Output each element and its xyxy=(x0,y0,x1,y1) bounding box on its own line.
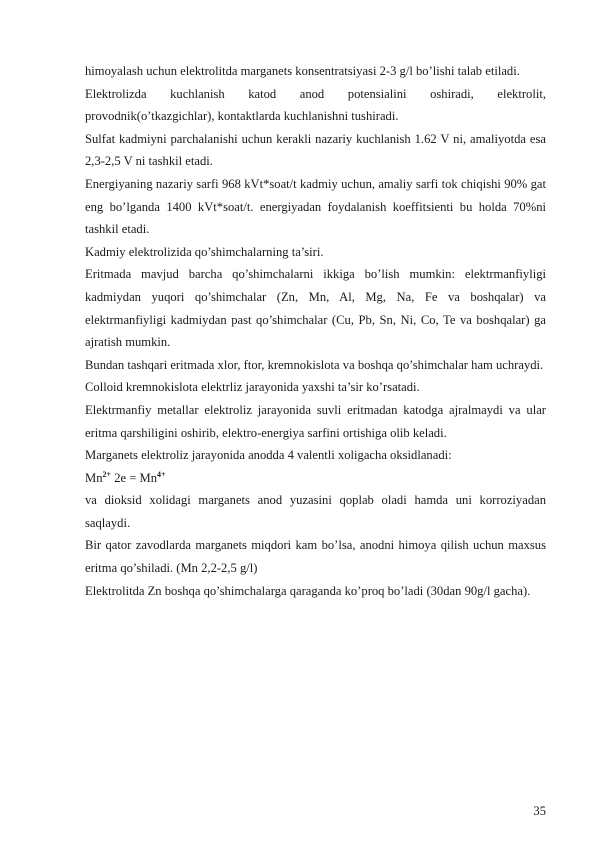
paragraph-manganese-dioxide: va dioksid xolidagi marganets anod yuzasini qoplab oladi hamda uni korroziyadan saqlaydi. xyxy=(85,493,546,530)
equation-middle: 2e = Mn xyxy=(111,470,157,485)
paragraph-anode-protection: Bir qator zavodlarda marganets miqdori kam bo’lsa, anodni himoya qilish uchun maxsus eritma qo’shiladi. (Mn 2,2-2,5 g/l) xyxy=(85,538,546,576)
paragraph-electronegative-metals: Elektrmanfiy metallar elektroliz jarayonida suvli eritmadan katodga ajralmaydi va ular eritma qarshiligini oshirib, elektro-energiya sarfini ortishiga olib keladi. xyxy=(85,402,546,440)
paragraph-theoretical-voltage: Sulfat kadmiyni parchalanishi uchun kerakli nazariy kuchlanish 1.62 V ni, amaliyotda esa 2,3-2,5 V ni tashkil etadi. xyxy=(85,131,546,169)
section-heading-impurities: Kadmiy elektrolizida qo’shimchalarning ta’siri. xyxy=(85,244,324,259)
paragraph-electrolysis-voltage: Elektrolizda kuchlanish katod anod potensialini oshiradi, elektrolit, provodnik(o’tkazgichlar), kontaktlarda kuchlanishni tushiradi. xyxy=(85,86,546,124)
page-number: 35 xyxy=(533,804,546,818)
paragraph-manganese-oxidation: Marganets elektroliz jarayonida anodda 4 valentli xoligacha oksidlanadi: xyxy=(85,448,452,463)
document-body xyxy=(85,60,546,602)
paragraph-other-impurities: Bundan tashqari eritmada xlor, ftor, kremnokislota va boshqa qo’shimchalar ham uchraydi. xyxy=(85,357,544,372)
paragraph-colloid-silica: Colloid kremnokislota elektrliz jarayonida yaxshi ta’sir ko’rsatadi. xyxy=(85,380,420,395)
oxidation-equation xyxy=(85,467,546,490)
paragraph-impurity-classes: Eritmada mavjud barcha qo’shimchalarni ikkiga bo’lish mumkin: elektrmanfiyligi kadmiydan yuqori qo’shimchalar (Zn, Mn, Al, Mg, Na, Fe va boshqalar) va elektrmanfiyligi kadmiydan past qo’shimchalar (Cu, Pb, Sn, Ni, Co, Te va boshqalar) ga ajratish mumkin. xyxy=(85,267,546,350)
paragraph-zinc-content: Elektrolitda Zn boshqa qo’shimchalarga qaraganda ko’proq bo’ladi (30dan 90g/l gacha). xyxy=(85,583,531,598)
paragraph-energy-consumption: Energiyaning nazariy sarfi 968 kVt*soat/t kadmiy uchun, amaliy sarfi tok chiqishi 90% gat eng bo’lganda 1400 kVt*soat/t. energiyadan foydalanish koeffitsienti bu holda 70%ni tashkil etadi. xyxy=(85,176,546,237)
paragraph-manganese-concentration: himoyalash uchun elektrolitda marganets konsentratsiyasi 2-3 g/l bo’lishi talab etiladi. xyxy=(85,64,520,78)
equation-left-charge: 2+ xyxy=(102,469,112,479)
equation-left-base: Mn xyxy=(85,470,103,485)
equation-right-charge: 4+ xyxy=(157,469,166,479)
